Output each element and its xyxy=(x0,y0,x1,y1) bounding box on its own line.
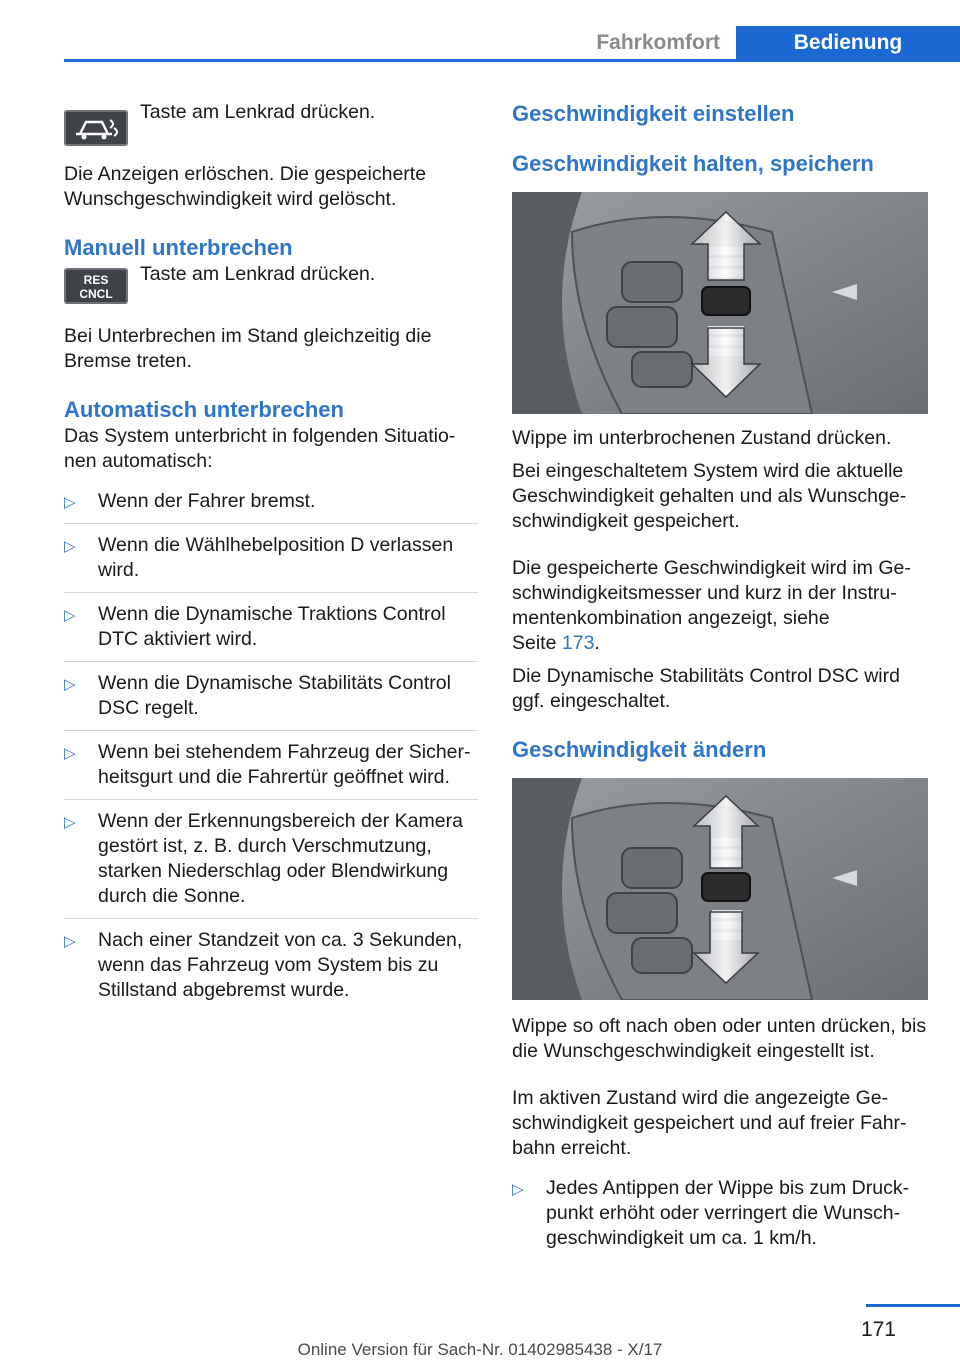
heading-auto-interrupt: Automatisch unterbrechen xyxy=(64,397,344,422)
paragraph-display-speed: Die gespeicherte Geschwindigkeit wird im Ge- schwindigkeitsmesser und kurz in der Instru- mentenkombination angezeigt, siehe Seite 173. xyxy=(512,557,911,654)
cruise-control-off-icon xyxy=(64,110,128,146)
paragraph-hold-speed: Bei eingeschaltetem System wird die aktuelle Geschwindigkeit gehalten und als Wunschge- schwindigkeit gespeichert. xyxy=(512,460,907,532)
paragraph-auto-intro: Das System unterbricht in folgenden Situatio- nen automatisch: xyxy=(64,425,456,472)
list-item: ▷ Wenn der Erkennungsbereich der Kamera gestört ist, z. B. durch Verschmutzung, starken Niederschlag oder Blendwirkung durch die Sonne. xyxy=(64,800,478,919)
cruise-off-instruction xyxy=(64,100,478,140)
list-item: ▷ Wenn die Dynamische Traktions Control DTC aktiviert wird. xyxy=(64,593,478,662)
list-item: ▷ Wenn der Fahrer bremst. xyxy=(64,480,478,524)
auto-interrupt-list xyxy=(64,480,478,1012)
tab-bedienung[interactable]: Bedienung xyxy=(736,26,960,62)
res-cncl-button-icon xyxy=(64,268,128,304)
paragraph-active-state: Im aktiven Zustand wird die angezeigte Ge- schwindigkeit gespeichert und auf freier Fahr- bahn erreicht. xyxy=(512,1087,907,1159)
icon1-text: Taste am Lenkrad drücken. xyxy=(140,101,376,123)
list-item: ▷ Nach einer Standzeit von ca. 3 Sekunden, wenn das Fahrzeug vom System bis zu Stillstand abgebremst wurde. xyxy=(64,929,463,1001)
tab-fahrkomfort[interactable]: Fahrkomfort xyxy=(596,31,720,54)
bullet-triangle-icon: ▷ xyxy=(64,933,76,950)
paragraph-rocker-adjust: Wippe so oft nach oben oder unten drücken, bis die Wunschgeschwindigkeit eingestellt ist. xyxy=(512,1015,927,1062)
left-column xyxy=(64,100,478,1012)
bullet-triangle-icon: ▷ xyxy=(64,494,76,511)
header-rule xyxy=(64,59,960,62)
heading-set-speed: Geschwindigkeit einstellen xyxy=(512,101,795,126)
paragraph-dsc: Die Dynamische Stabilitäts Control DSC wird ggf. eingeschaltet. xyxy=(512,665,900,712)
list-item: ▷ Wenn bei stehendem Fahrzeug der Sicher- heitsgurt und die Fahrertür geöffnet wird. xyxy=(64,731,478,800)
heading-manual-interrupt: Manuell unterbrechen xyxy=(64,235,293,260)
footer-online-version: Online Version für Sach-Nr. 01402985438 - X/17 xyxy=(297,1340,663,1359)
bullet-triangle-icon: ▷ xyxy=(64,745,76,762)
paragraph-brake: Bei Unterbrechen im Stand gleichzeitig die Bremse treten. xyxy=(64,325,432,372)
heading-hold-save: Geschwindigkeit halten, speichern xyxy=(512,151,874,176)
res-cncl-instruction xyxy=(64,262,478,302)
page-reference-link[interactable]: 173 xyxy=(561,632,595,654)
bullet-triangle-icon: ▷ xyxy=(64,814,76,831)
bullet-triangle-icon: ▷ xyxy=(64,538,76,555)
bullet-triangle-icon: ▷ xyxy=(64,676,76,693)
paragraph-press-rocker: Wippe im unterbrochenen Zustand drücken. xyxy=(512,427,892,449)
heading-change-speed: Geschwindigkeit ändern xyxy=(512,737,767,762)
page-number: 171 xyxy=(860,1318,896,1341)
change-speed-list xyxy=(512,1167,928,1260)
list-item: ▷ Wenn die Dynamische Stabilitäts Control DSC regelt. xyxy=(64,662,478,731)
list-item: ▷ Jedes Antippen der Wippe bis zum Druck- punkt erhöht oder verringert die Wunsch- geschwindigkeit um ca. 1 km/h. xyxy=(512,1177,910,1249)
steering-wheel-rocker-photo-2 xyxy=(512,778,928,1000)
bullet-triangle-icon: ▷ xyxy=(512,1181,524,1198)
list-item: ▷ Wenn die Wählhebelposition D verlassen wird. xyxy=(64,524,478,593)
steering-wheel-rocker-photo-1 xyxy=(512,192,928,414)
icon2-text: Taste am Lenkrad drücken. xyxy=(140,263,376,285)
paragraph-display-off: Die Anzeigen erlöschen. Die gespeicherte Wunschgeschwindigkeit wird gelöscht. xyxy=(64,163,427,210)
footer-rule xyxy=(866,1304,960,1307)
right-column xyxy=(512,100,928,1260)
page-header xyxy=(64,26,960,62)
bullet-triangle-icon: ▷ xyxy=(64,607,76,624)
res-label: RES xyxy=(83,273,109,287)
cncl-label: CNCL xyxy=(79,287,113,301)
